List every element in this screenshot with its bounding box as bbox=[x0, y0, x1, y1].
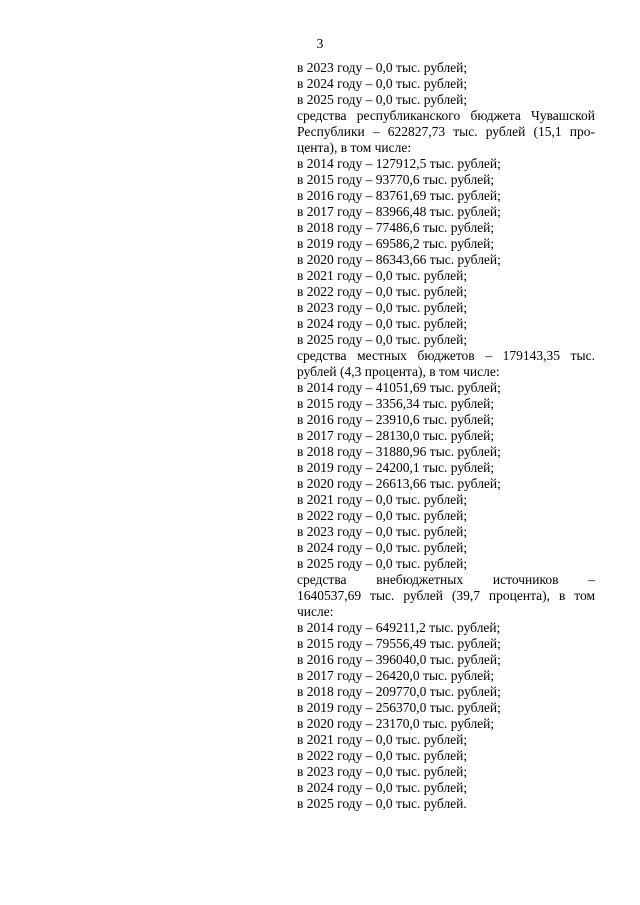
paragraph-line: числе: bbox=[297, 604, 334, 619]
paragraph-line: 1640537,69 тыс. рублей (39,7 процента), в том bbox=[297, 588, 595, 603]
year-line: в 2018 году – 77486,6 тыс. рублей; bbox=[297, 220, 495, 235]
year-line: в 2024 году – 0,0 тыс. рублей; bbox=[297, 780, 468, 795]
page-number: 3 bbox=[316, 36, 324, 51]
year-line: в 2025 году – 0,0 тыс. рублей; bbox=[297, 332, 468, 347]
year-line: в 2024 году – 0,0 тыс. рублей; bbox=[297, 540, 468, 555]
year-line: в 2023 году – 0,0 тыс. рублей; bbox=[297, 764, 468, 779]
year-line: в 2021 году – 0,0 тыс. рублей; bbox=[297, 732, 468, 747]
paragraph-line: Республики – 622827,73 тыс. рублей (15,1 про- bbox=[297, 124, 595, 139]
year-line: в 2024 году – 0,0 тыс. рублей; bbox=[297, 316, 468, 331]
year-line: в 2023 году – 0,0 тыс. рублей; bbox=[297, 524, 468, 539]
year-line: в 2014 году – 649211,2 тыс. рублей; bbox=[297, 620, 501, 635]
paragraph-line: цента), в том числе: bbox=[297, 140, 412, 155]
local-budget-paragraph bbox=[297, 348, 595, 380]
year-list-previous bbox=[297, 60, 595, 108]
year-line: в 2020 году – 86343,66 тыс. рублей; bbox=[297, 252, 501, 267]
paragraph-line: средства внебюджетных источников – bbox=[297, 572, 595, 587]
year-line: в 2014 году – 41051,69 тыс. рублей; bbox=[297, 380, 501, 395]
year-line: в 2017 году – 83966,48 тыс. рублей; bbox=[297, 204, 501, 219]
year-line: в 2020 году – 23170,0 тыс. рублей; bbox=[297, 716, 495, 731]
republic-budget-paragraph bbox=[297, 108, 595, 156]
year-line: в 2022 году – 0,0 тыс. рублей; bbox=[297, 508, 468, 523]
year-line: в 2017 году – 28130,0 тыс. рублей; bbox=[297, 428, 495, 443]
year-list-extrabudgetary bbox=[297, 620, 595, 812]
year-line: в 2020 году – 26613,66 тыс. рублей; bbox=[297, 476, 501, 491]
year-line: в 2023 году – 0,0 тыс. рублей; bbox=[297, 300, 468, 315]
year-line: в 2023 году – 0,0 тыс. рублей; bbox=[297, 60, 468, 75]
year-line: в 2022 году – 0,0 тыс. рублей; bbox=[297, 748, 468, 763]
year-line: в 2019 году – 24200,1 тыс. рублей; bbox=[297, 460, 495, 475]
paragraph-line: средства местных бюджетов – 179143,35 тыс. bbox=[297, 348, 595, 363]
year-line: в 2018 году – 209770,0 тыс. рублей; bbox=[297, 684, 501, 699]
year-line: в 2015 году – 79556,49 тыс. рублей; bbox=[297, 636, 501, 651]
year-line: в 2014 году – 127912,5 тыс. рублей; bbox=[297, 156, 501, 171]
year-line: в 2025 году – 0,0 тыс. рублей. bbox=[297, 796, 467, 811]
year-line: в 2024 году – 0,0 тыс. рублей; bbox=[297, 76, 468, 91]
year-line: в 2021 году – 0,0 тыс. рублей; bbox=[297, 492, 468, 507]
year-line: в 2015 году – 93770,6 тыс. рублей; bbox=[297, 172, 495, 187]
year-line: в 2025 году – 0,0 тыс. рублей; bbox=[297, 92, 468, 107]
year-line: в 2016 году – 83761,69 тыс. рублей; bbox=[297, 188, 501, 203]
paragraph-line: средства республиканского бюджета Чувашской bbox=[297, 108, 595, 123]
year-line: в 2017 году – 26420,0 тыс. рублей; bbox=[297, 668, 495, 683]
year-line: в 2025 году – 0,0 тыс. рублей; bbox=[297, 556, 468, 571]
year-line: в 2019 году – 256370,0 тыс. рублей; bbox=[297, 700, 501, 715]
year-list-republic bbox=[297, 156, 595, 348]
year-list-local bbox=[297, 380, 595, 572]
year-line: в 2018 году – 31880,96 тыс. рублей; bbox=[297, 444, 501, 459]
document-text bbox=[297, 60, 595, 812]
year-line: в 2021 году – 0,0 тыс. рублей; bbox=[297, 268, 468, 283]
year-line: в 2015 году – 3356,34 тыс. рублей; bbox=[297, 396, 495, 411]
year-line: в 2016 году – 396040,0 тыс. рублей; bbox=[297, 652, 501, 667]
year-line: в 2022 году – 0,0 тыс. рублей; bbox=[297, 284, 468, 299]
paragraph-line: рублей (4,3 процента), в том числе: bbox=[297, 364, 500, 379]
year-line: в 2019 году – 69586,2 тыс. рублей; bbox=[297, 236, 495, 251]
extrabudgetary-paragraph bbox=[297, 572, 595, 620]
year-line: в 2016 году – 23910,6 тыс. рублей; bbox=[297, 412, 495, 427]
